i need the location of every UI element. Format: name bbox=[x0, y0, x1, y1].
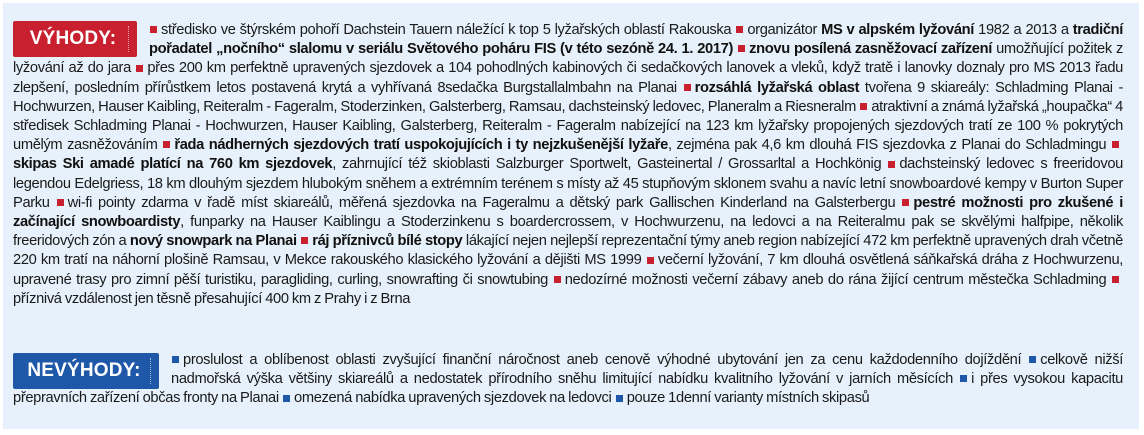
item-text: umožňující požitek z lyžování až do jara bbox=[13, 41, 1123, 77]
square-bullet-icon bbox=[1112, 141, 1119, 148]
square-bullet-icon bbox=[738, 45, 745, 52]
cons-item bbox=[282, 390, 611, 406]
highlighted-text: skipas Ski amadé platící na 760 km sjezdovek bbox=[13, 156, 333, 173]
item-text: , zahrnující též skioblasti Salzburger Sportwelt, Gasteinertal / Grossarltal a Hochkönig bbox=[332, 156, 882, 173]
highlighted-text: nový snowpark na Planai bbox=[129, 233, 297, 250]
item-text: přes 200 km perfektně upravených sjezdovek a 104 pohodlných kabinových či sedačkových lanovek a vleků, když tratě i lanovky doznaly pro MS 2013 řadu zlepšení, posledním přírůstkem letos postavená krytá a vyhřívaná 8sedačka Burgstallalmbahn na Planai bbox=[13, 60, 1123, 96]
pros-section bbox=[13, 21, 1123, 309]
square-bullet-icon bbox=[57, 199, 64, 206]
highlighted-text: rozsáhlá lyžařská oblast bbox=[694, 79, 860, 96]
square-bullet-icon bbox=[736, 26, 743, 33]
square-bullet-icon bbox=[902, 199, 909, 206]
square-bullet-icon bbox=[554, 276, 561, 283]
info-panel bbox=[3, 3, 1139, 429]
item-text: proslulost a oblíbenost oblasti zvyšující finanční náročnost aneb cenově výhodné ubytování jen za cenu každodenního dojíždění bbox=[183, 352, 1022, 368]
item-text: pouze 1denní varianty místních skipasů bbox=[626, 390, 870, 407]
highlighted-text: MS v alpském lyžování bbox=[821, 22, 975, 38]
pros-item bbox=[162, 137, 1106, 153]
square-bullet-icon bbox=[888, 161, 895, 168]
cons-item bbox=[171, 352, 1021, 368]
item-text: organizátor bbox=[747, 22, 822, 38]
square-bullet-icon bbox=[684, 84, 691, 91]
item-text: , zejména pak 4,6 km dlouhá FIS sjezdovka z Planai do Schladmingu bbox=[667, 137, 1107, 154]
square-bullet-icon bbox=[647, 257, 654, 264]
highlighted-text: řada nádherných sjezdových tratí uspokojujících i ty nejzkušenější lyžaře bbox=[174, 137, 668, 154]
square-bullet-icon bbox=[960, 375, 967, 382]
square-bullet-icon bbox=[172, 356, 179, 363]
item-text: atraktivní a známá lyžařská „houpačka“ 4 středisek Schladming Planai - Hochwurzen, Hauser Kaibling, Galsterberg, Reiteralm - Fageralm nabízející na 123 km lyžařsky propojených sjezdových tratí ze 100 % pokrytých umělým zasněžováním bbox=[13, 98, 1123, 154]
square-bullet-icon bbox=[616, 395, 623, 402]
item-text: dachsteinský ledovec s freeridovou legendou Edelgriess, 18 km dlouhým sjezdem hlubokým sněhem a extrémním terénem s místy až 45 stupňovým sklonem svahu a navíc letní snowboardové kempy v Burton Super Parku bbox=[13, 156, 1123, 211]
item-text: wi-fi pointy zdarma v řadě míst skiareálů, měřená sjezdovka na Fageralmu a dětský park Gallischen Kinderland na Galsterbergu bbox=[67, 194, 896, 211]
square-bullet-icon bbox=[150, 26, 157, 33]
highlighted-text: ráj příznivců bílé stopy bbox=[312, 233, 463, 250]
highlighted-text: tradiční pořadatel „nočního“ slalomu v seriálu Světového poháru FIS (v této sezóně 24. 1. 2017) bbox=[149, 22, 1123, 58]
square-bullet-icon bbox=[1112, 276, 1119, 283]
item-text: tvořena 9 skiareály: Schladming Planai - Hochwurzen, Hauser Kaibling, Reiteralm - Fageralm, Stoderzinken, Galsterberg, Ramsau, dachsteinský ledovec, Planeralm a Riesneralm bbox=[13, 79, 1123, 115]
square-bullet-icon bbox=[283, 395, 290, 402]
square-bullet-icon bbox=[163, 141, 170, 148]
square-bullet-icon bbox=[301, 237, 308, 244]
item-text: nedozírné možnosti večerní zábavy aneb do rána žijící centrum městečka Schladming bbox=[564, 271, 1107, 288]
pros-list bbox=[13, 22, 1123, 307]
highlighted-text: pestré možnosti pro zkušené i začínající snowboardisty bbox=[13, 194, 1124, 231]
pros-item bbox=[149, 22, 731, 38]
pros-item bbox=[56, 195, 896, 211]
item-text: středisko ve štýrském pohoří Dachstein Tauern náležící k top 5 lyžařských oblastí Rakouska bbox=[161, 22, 732, 38]
cons-section bbox=[13, 351, 1123, 409]
item-text: příznivá vzdálenost jen těsně přesahující 400 km z Prahy i z Brna bbox=[13, 290, 411, 307]
item-text: omezená nabídka upravených sjezdovek na ledovci bbox=[294, 390, 612, 407]
item-text: celkově nižší nadmořská výška většiny skiareálů a nedostatek přírodního sněhu limitující nabídku kvalitního lyžování v jarních měsících bbox=[171, 352, 1124, 388]
square-bullet-icon bbox=[136, 65, 143, 72]
item-text: i přes vysokou kapacitu přepravních zařízení občas fronty na Planai bbox=[13, 371, 1123, 407]
pros-badge: VÝHODY: bbox=[13, 21, 137, 57]
square-bullet-icon bbox=[860, 103, 867, 110]
cons-list bbox=[13, 352, 1123, 406]
item-text: , funparky na Hauser Kaiblingu a Stoderzinkenu s boardercrossem, v Hochwurzenu, na ledovci a na Reiteralmu pak se skvělými halfpipe, několik freeridových zón a bbox=[13, 214, 1123, 250]
square-bullet-icon bbox=[1029, 356, 1036, 363]
pros-item bbox=[553, 272, 1107, 288]
item-text: lákající nejen nejlepší reprezentační týmy aneb region nabízející 472 km perfektně upravených drah včetně 220 km tratí na náhorní plošině Ramsau, v Mekce rakouského klasického lyžování a dějišti MS 1999 bbox=[13, 233, 1123, 269]
item-text: večerní lyžování, 7 km dlouhá osvětlená sáňkařská dráha z Hochwurzenu, upravené trasy pro zimní pěší turistiku, paragliding, curling, snowrafting či snowtubing bbox=[13, 252, 1123, 288]
cons-item bbox=[615, 390, 870, 406]
item-text: 1982 a 2013 a bbox=[974, 22, 1073, 38]
cons-badge: NEVÝHODY: bbox=[13, 353, 159, 389]
highlighted-text: znovu posílená zasněžovací zařízení bbox=[749, 41, 992, 58]
